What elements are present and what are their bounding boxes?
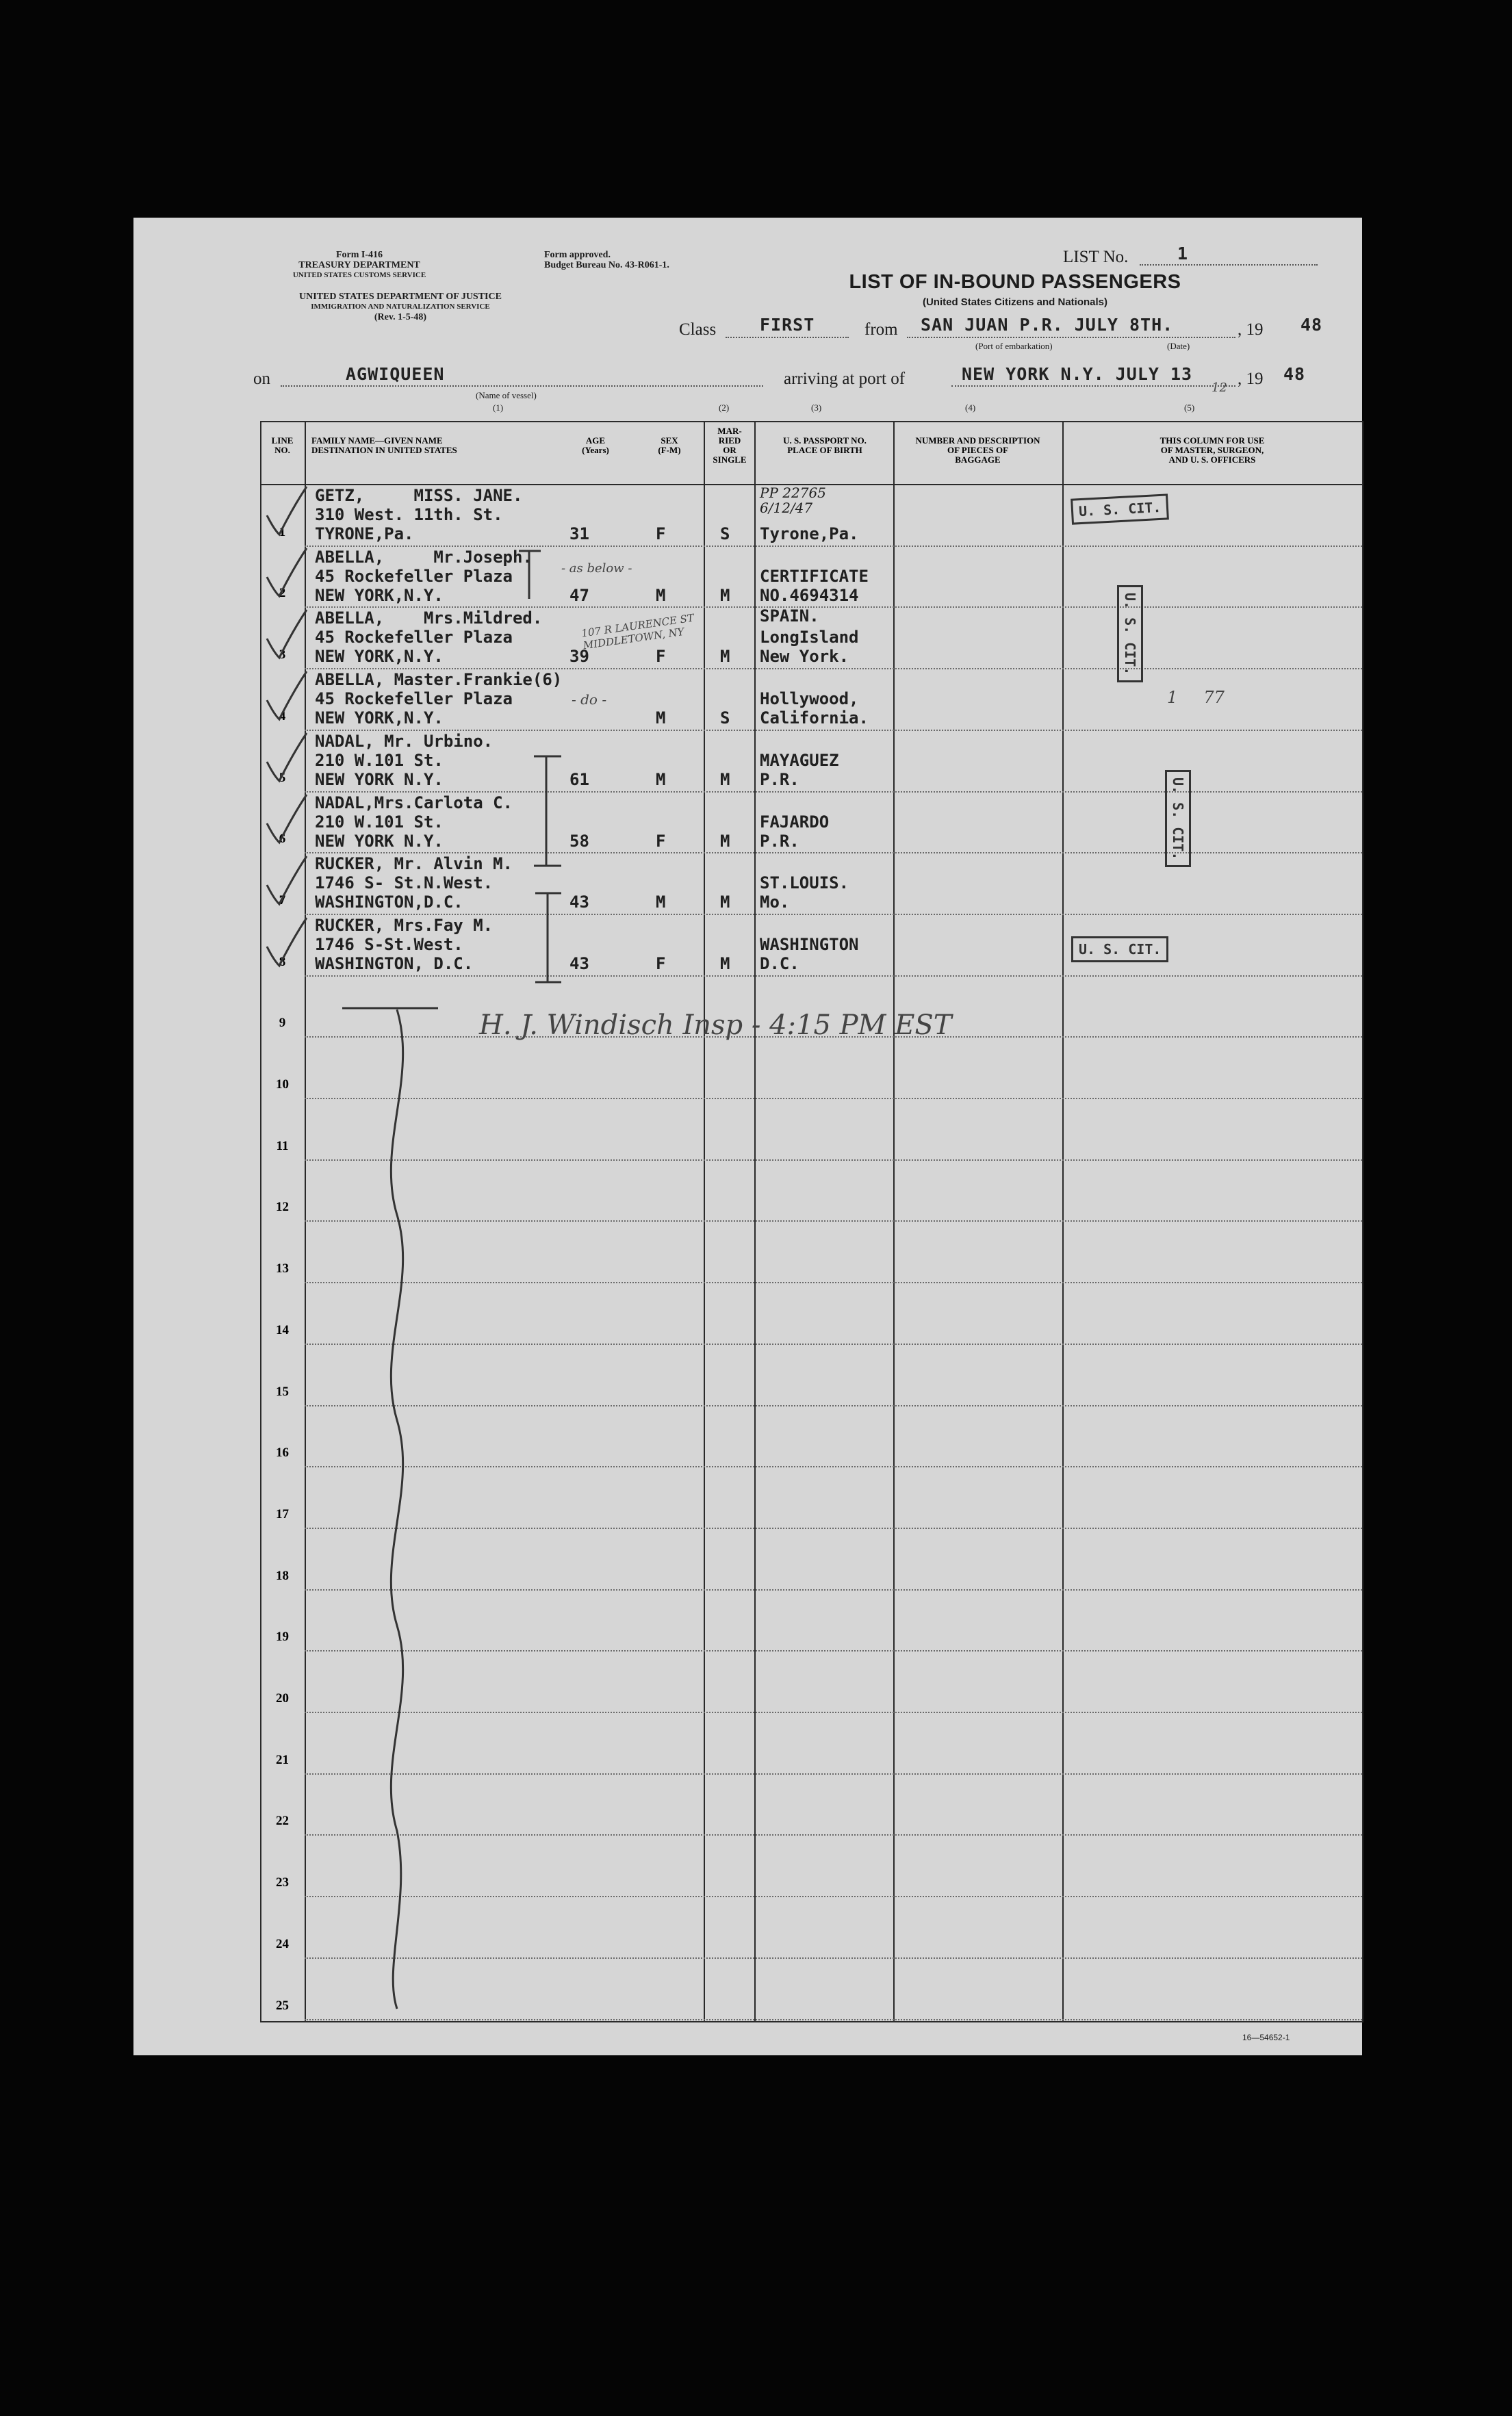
handwritten-mark-row4: 1 77 [1167, 688, 1225, 707]
passenger-address: 310 West. 11th. St. [315, 505, 503, 524]
passenger-name: RUCKER, Mr. Alvin M. [315, 854, 513, 874]
customs-service: UNITED STATES CUSTOMS SERVICE [292, 271, 426, 279]
passenger-age: 58 [569, 831, 589, 851]
class-underline [726, 337, 849, 338]
list-no-underline [1140, 264, 1318, 266]
passenger-age: 47 [569, 585, 589, 605]
birth-place-line1: LongIsland [760, 628, 859, 647]
marital-status: S [720, 708, 730, 728]
wavy-strike-line [391, 1010, 402, 2009]
from-label: from [864, 320, 898, 339]
line-number: 21 [276, 1752, 289, 1767]
checkmark-icon [267, 487, 307, 535]
passenger-address: 45 Rockefeller Plaza [315, 566, 513, 586]
passenger-table [260, 421, 1362, 2022]
list-no-value: 1 [1177, 244, 1189, 264]
passenger-sex: M [656, 892, 666, 912]
line-number: 5 [279, 770, 286, 785]
bracket-mark [519, 551, 541, 599]
date-caption: (Date) [1167, 341, 1190, 351]
birth-place-line2: P.R. [760, 831, 799, 851]
inspector-signoff: H. J. Windisch Insp - 4:15 PM EST [479, 1010, 952, 1041]
year-value-2: 48 [1283, 364, 1306, 384]
year-prefix-2: , 19 [1238, 370, 1264, 388]
handwritten-note-row2: - as below - [561, 561, 632, 576]
passenger-age: 31 [569, 524, 589, 543]
birth-place-line2: Tyrone,Pa. [760, 524, 859, 543]
passenger-destination: TYRONE,Pa. [315, 524, 414, 543]
birth-place-line1: MAYAGUEZ [760, 750, 839, 770]
passenger-name: GETZ, MISS. JANE. [315, 486, 523, 505]
line-number: 8 [279, 954, 286, 969]
checkmark-icon [267, 918, 307, 966]
passenger-age: 61 [569, 769, 589, 789]
passenger-age: 39 [569, 647, 589, 667]
checkmark-icon [267, 856, 307, 904]
us-citizen-stamp: U. S. CIT. [1117, 585, 1143, 682]
marital-status: M [720, 585, 730, 605]
passenger-destination: NEW YORK,N.Y. [315, 647, 444, 667]
line-number: 13 [276, 1261, 289, 1276]
line-number: 9 [279, 1016, 286, 1031]
column-3-number: (3) [811, 402, 822, 413]
arriving-label: arriving at port of [784, 370, 906, 388]
birth-place-line2: NO.4694314 SPAIN. [760, 585, 859, 626]
class-value: FIRST [760, 315, 815, 335]
col-divider-officers [1362, 421, 1363, 2022]
passenger-address: 1746 S- St.N.West. [315, 873, 494, 893]
passenger-name: RUCKER, Mrs.Fay M. [315, 915, 494, 935]
passenger-name: ABELLA, Mrs.Mildred. [315, 608, 543, 628]
birth-place-line1: CERTIFICATE [760, 566, 869, 586]
from-value: SAN JUAN P.R. JULY 8TH. [921, 315, 1174, 335]
form-title: LIST OF IN-BOUND PASSENGERS [849, 271, 1181, 293]
footer-form-code: 16—54652-1 [1242, 2033, 1290, 2042]
line-number: 10 [276, 1077, 289, 1092]
vessel-underline [281, 385, 763, 387]
checkmark-icon [267, 610, 307, 658]
line-number: 6 [279, 832, 286, 847]
passenger-address: 1746 S-St.West. [315, 934, 463, 954]
passenger-address: 210 W.101 St. [315, 750, 444, 770]
arrival-underline [951, 385, 1235, 387]
arrival-date-correction: 12 [1212, 381, 1227, 395]
checkmark-icon [267, 671, 307, 719]
list-no-label: LIST No. [1063, 248, 1129, 266]
column-5-number: (5) [1184, 402, 1195, 413]
birth-place-line1: ST.LOUIS. [760, 873, 849, 893]
approval-line: Form approved. [544, 250, 611, 260]
passenger-destination: WASHINGTON, D.C. [315, 953, 474, 973]
passenger-sex: F [656, 647, 666, 667]
passenger-address: 45 Rockefeller Plaza [315, 689, 513, 709]
line-number: 4 [279, 708, 286, 723]
passenger-age: 43 [569, 892, 589, 912]
line-number: 15 [276, 1384, 289, 1399]
form-subtitle: (United States Citizens and Nationals) [922, 296, 1108, 308]
passenger-name: ABELLA, Mr.Joseph. [315, 547, 533, 567]
checkmark-icon [267, 733, 307, 781]
arrival-value: NEW YORK N.Y. JULY 13 [962, 364, 1193, 384]
revision: (Rev. 1-5-48) [374, 312, 427, 322]
passenger-sex: M [656, 769, 666, 789]
form-id: Form I-416 [335, 250, 383, 260]
column-1-number: (1) [493, 402, 504, 413]
on-label: on [253, 370, 270, 388]
vessel-caption: (Name of vessel) [476, 390, 537, 400]
marital-status: M [720, 892, 730, 912]
line-number: 17 [276, 1506, 289, 1521]
marital-status: M [720, 769, 730, 789]
line-number: 23 [276, 1875, 289, 1890]
from-underline [907, 337, 1235, 338]
justice-dept: UNITED STATES DEPARTMENT OF JUSTICE [299, 292, 502, 302]
marital-status: M [720, 647, 730, 667]
year-value-1: 48 [1300, 315, 1323, 335]
birth-place-line2: D.C. [760, 953, 799, 973]
header-passport: U. S. PASSPORT NO. PLACE OF BIRTH [783, 435, 867, 455]
passenger-sex: F [656, 831, 666, 851]
line-number: 1 [279, 524, 286, 539]
bracket-mark [535, 893, 561, 982]
line-number: 2 [279, 586, 286, 601]
passenger-name: ABELLA, Master.Frankie(6) [315, 670, 563, 690]
line-number: 16 [276, 1445, 289, 1461]
passenger-destination: NEW YORK,N.Y. [315, 708, 444, 728]
birth-place-line2: Mo. [760, 892, 790, 912]
header-officers: THIS COLUMN FOR USE OF MASTER, SURGEON, AND U. S. OFFICERS [1159, 435, 1265, 465]
line-number: 25 [276, 1998, 289, 2013]
passenger-destination: NEW YORK,N.Y. [315, 585, 444, 605]
checkmark-icon [267, 548, 307, 596]
line-number: 24 [276, 1936, 289, 1951]
passenger-address: 210 W.101 St. [315, 812, 444, 832]
passport-note: PP 22765 6/12/47 [760, 485, 826, 516]
vessel-value: AGWIQUEEN [346, 364, 445, 384]
passenger-destination: WASHINGTON,D.C. [315, 892, 463, 912]
column-2-number: (2) [719, 402, 730, 413]
header-name: FAMILY NAME—GIVEN NAME DESTINATION IN UNITED STATES [311, 435, 457, 455]
form-id-block [284, 250, 435, 281]
us-citizen-stamp: U. S. CIT. [1165, 770, 1191, 867]
year-prefix-1: , 19 [1238, 320, 1264, 339]
passenger-sex: M [656, 585, 666, 605]
line-number: 7 [279, 892, 286, 908]
treasury-dept: TREASURY DEPARTMENT [298, 260, 420, 270]
line-number: 19 [276, 1630, 289, 1645]
checkmark-icon [267, 795, 307, 843]
approval-block [544, 250, 736, 270]
passenger-name: NADAL, Mr. Urbino. [315, 731, 494, 751]
handwritten-note-row4: - do - [572, 691, 607, 708]
us-citizen-stamp: U. S. CIT. [1071, 493, 1169, 524]
handwritten-note-row3: 107 R LAURENCE ST MIDDLETOWN, NY [580, 611, 695, 652]
header-sex: SEX (F-M) [658, 435, 681, 455]
header-baggage: NUMBER AND DESCRIPTION OF PIECES OF BAGGAGE [915, 435, 1040, 465]
marital-status: S [720, 524, 730, 543]
column-4-number: (4) [965, 402, 976, 413]
header-line-no: LINE NO. [271, 435, 294, 455]
budget-bureau-line: Budget Bureau No. 43-R061-1. [544, 260, 669, 270]
passenger-destination: NEW YORK N.Y. [315, 769, 444, 789]
bracket-mark [534, 756, 561, 866]
handwritten-marks [260, 421, 1362, 2022]
line-number: 3 [279, 647, 286, 663]
header-married: MAR- RIED OR SINGLE [713, 426, 747, 465]
line-number: 14 [276, 1322, 289, 1337]
birth-place-line1: Hollywood, [760, 689, 859, 709]
header-age: AGE (Years) [582, 435, 609, 455]
birth-place-line2: New York. [760, 647, 849, 667]
passenger-name: NADAL,Mrs.Carlota C. [315, 793, 513, 812]
passenger-sex: F [656, 953, 666, 973]
us-citizen-stamp: U. S. CIT. [1071, 936, 1168, 962]
passenger-sex: M [656, 708, 666, 728]
line-number: 12 [276, 1200, 289, 1215]
birth-place-line1: FAJARDO [760, 812, 830, 832]
port-embarkation-caption: (Port of embarkation) [975, 341, 1053, 351]
line-number: 18 [276, 1568, 289, 1583]
passenger-sex: F [656, 524, 666, 543]
birth-place-line1: WASHINGTON [760, 934, 859, 954]
passenger-destination: NEW YORK N.Y. [315, 831, 444, 851]
marital-status: M [720, 953, 730, 973]
justice-block [253, 292, 548, 322]
passenger-address: 45 Rockefeller Plaza [315, 628, 513, 647]
birth-place-line2: P.R. [760, 769, 799, 789]
passenger-age: 43 [569, 953, 589, 973]
line-number: 20 [276, 1691, 289, 1706]
line-number: 22 [276, 1814, 289, 1829]
birth-place-line2: California. [760, 708, 869, 728]
class-label: Class [679, 320, 717, 339]
marital-status: M [720, 831, 730, 851]
ins-line: IMMIGRATION AND NATURALIZATION SERVICE [311, 303, 490, 311]
line-number: 11 [276, 1138, 289, 1153]
